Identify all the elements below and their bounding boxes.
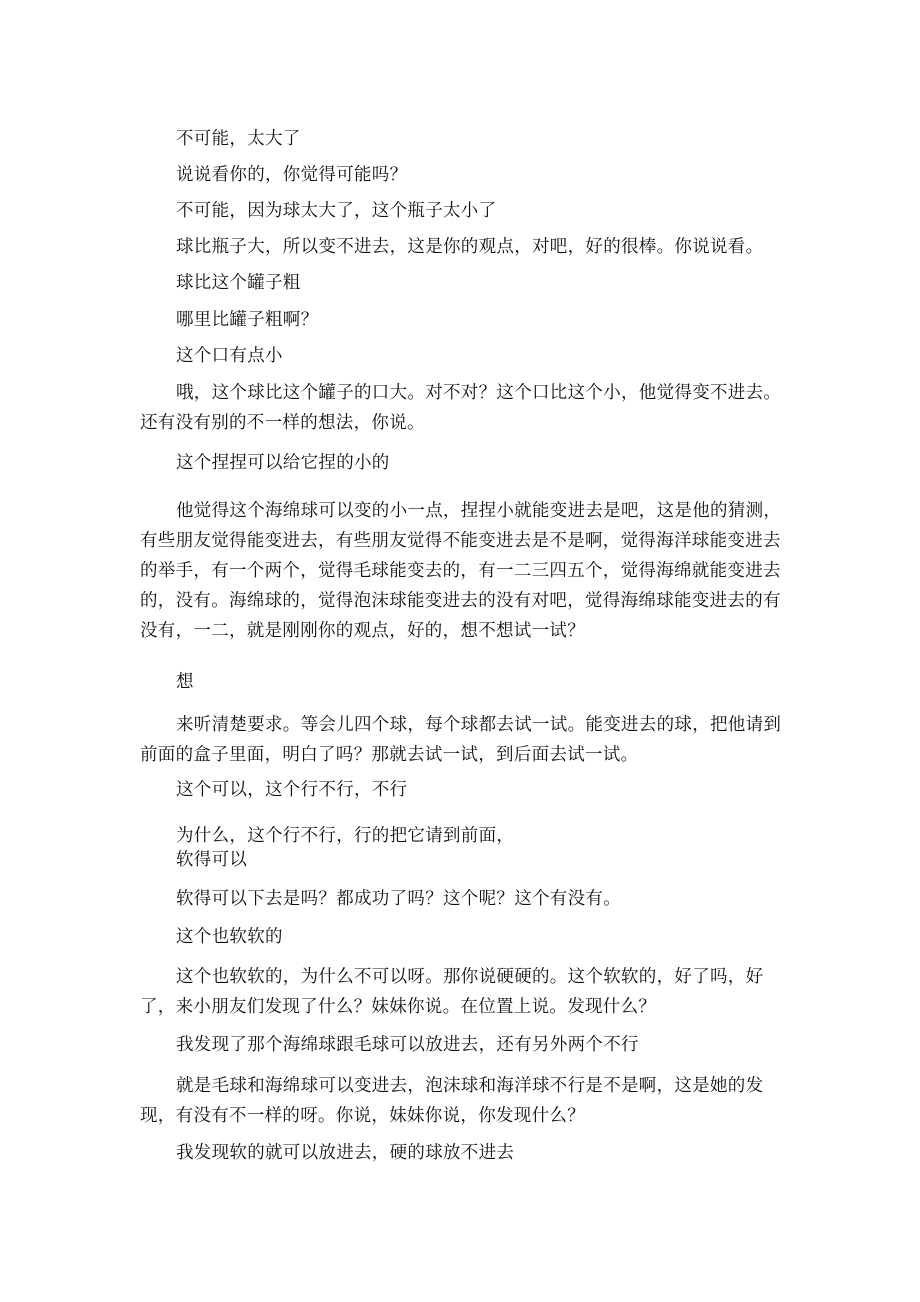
paragraph-8: 哦，这个球比这个罐子的口大。对不对？这个口比这个小，他觉得变不进去。还有没有别的不一样的想法，你说。 — [140, 383, 782, 433]
paragraph-9: 这个捏捏可以给它捏的小的 — [176, 453, 390, 473]
paragraph-16: 软得可以下去是吗？都成功了吗？这个呢？这个有没有。 — [176, 889, 621, 909]
paragraph-11: 想 — [176, 672, 194, 692]
paragraph-7: 这个口有点小 — [176, 346, 283, 366]
paragraph-17: 这个也软软的 — [176, 927, 283, 947]
paragraph-6: 哪里比罐子粗啊？ — [176, 310, 319, 330]
paragraph-2: 说说看你的，你觉得可能吗？ — [176, 165, 408, 185]
paragraph-4: 球比瓶子大，所以变不进去，这是你的观点，对吧，好的很棒。你说说看。 — [176, 237, 764, 257]
paragraph-1: 不可能，太大了 — [176, 129, 301, 149]
paragraph-10: 他觉得这个海绵球可以变的小一点，捏捏小就能变进去是吧，这是他的猜测，有些朋友觉得能变进去，有些朋友觉得不能变进去是不是啊，觉得海洋球能变进去的举手，有一个两个，觉得毛球能变去的，有一二三四五个，觉得海绵就能变进去的，没有。海绵球的，觉得泡沫球能变进去的没有对吧，觉得海绵球能变进去的有没有，一二，就是刚刚你的观点，好的，想不想试一试？ — [140, 501, 782, 641]
paragraph-3: 不可能，因为球太大了，这个瓶子太小了 — [176, 201, 497, 221]
paragraph-5: 球比这个罐子粗 — [176, 273, 301, 293]
paragraph-13: 这个可以，这个行不行，不行 — [176, 780, 408, 800]
paragraph-21: 我发现软的就可以放进去，硬的球放不进去 — [176, 1143, 515, 1163]
paragraph-12: 来听清楚要求。等会儿四个球，每个球都去试一试。能变进去的球，把他请到前面的盒子里面，明白了吗？那就去试一试，到后面去试一试。 — [140, 715, 782, 765]
paragraph-19: 我发现了那个海绵球跟毛球可以放进去，还有另外两个不行 — [176, 1035, 639, 1055]
paragraph-15: 软得可以 — [176, 850, 248, 870]
paragraph-14: 为什么，这个行不行，行的把它请到前面， — [176, 826, 515, 846]
paragraph-18: 这个也软软的，为什么不可以呀。那你说硬硬的。这个软软的，好了吗，好了，来小朋友们发现了什么？妹妹你说。在位置上说。发现什么？ — [140, 967, 764, 1017]
paragraph-20: 就是毛球和海绵球可以变进去，泡沫球和海洋球不行是不是啊，这是她的发现，有没有不一样的呀。你说，妹妹你说，你发现什么？ — [140, 1076, 764, 1126]
